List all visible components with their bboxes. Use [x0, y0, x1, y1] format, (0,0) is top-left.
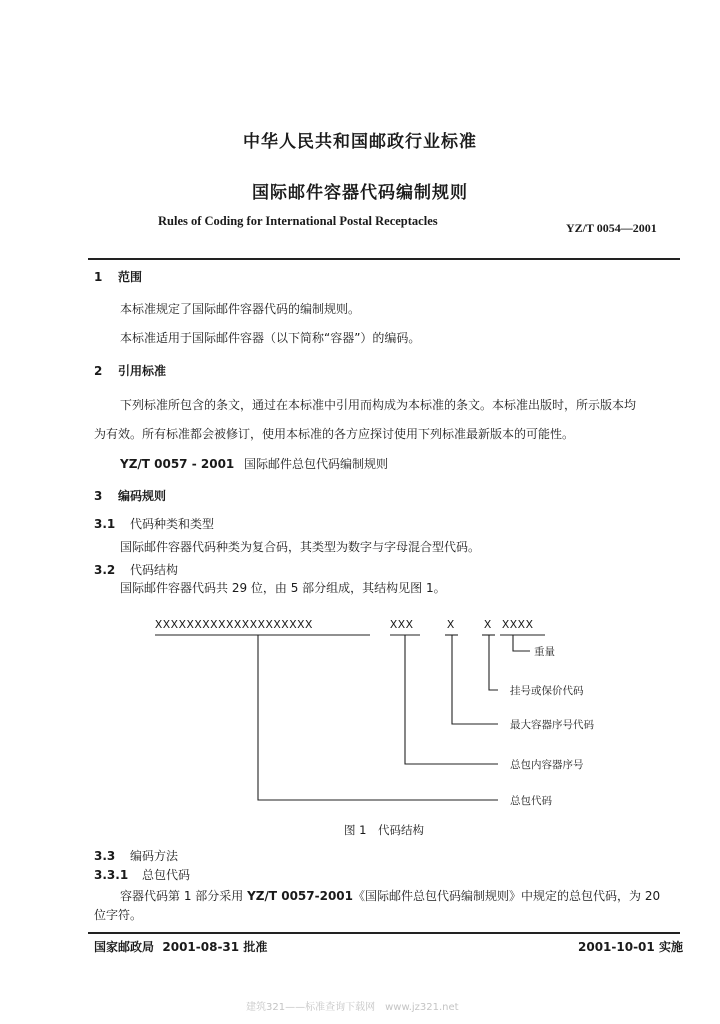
- section-1-title: 范围: [118, 270, 143, 284]
- label-dispatch-code: 总包代码: [510, 795, 552, 807]
- document-title-english: Rules of Coding for International Postal Receptacles: [158, 214, 438, 228]
- section-3-3-1-para-line-2: 位字符。: [94, 908, 143, 922]
- implementation-date: 2001-10-01: [578, 940, 655, 954]
- label-max-receptacle-number: 最大容器序号代码: [510, 719, 594, 731]
- figure-caption: 图 1 代码结构: [344, 823, 424, 837]
- connector-dispatch: [258, 635, 498, 800]
- code-part-5-chars: XXXX: [502, 618, 534, 632]
- section-3-3-title: 编码方法: [130, 849, 179, 863]
- approval-line: 国家邮政局 2001-08-31 批准: [94, 940, 268, 954]
- connector-max-receptacle: [452, 635, 498, 724]
- implementation-line: 2001-10-01 实施: [578, 940, 683, 954]
- code-part-4-chars: X: [484, 618, 492, 632]
- section-3-1-para: 国际邮件容器代码种类为复合码，其类型为数字与字母混合型代码。: [120, 540, 481, 554]
- standard-category-title: 中华人民共和国邮政行业标准: [243, 132, 477, 152]
- label-registered-or-insured: 挂号或保价代码: [510, 685, 584, 697]
- section-3-2-title: 代码结构: [130, 563, 179, 577]
- section-3-3-1-number: 3.3.1: [94, 868, 129, 882]
- section-2-number: 2: [94, 364, 103, 378]
- referenced-standard-code: YZ/T 0057 - 2001: [120, 457, 235, 471]
- section-3-title: 编码规则: [118, 489, 167, 503]
- section-3-1-title: 代码种类和类型: [130, 517, 215, 531]
- referenced-standard-title: 国际邮件总包代码编制规则: [244, 457, 389, 471]
- section-2-title: 引用标准: [118, 364, 167, 378]
- section-3-2-number: 3.2: [94, 563, 116, 577]
- section-1-para-1: 本标准规定了国际邮件容器代码的编制规则。: [120, 302, 361, 316]
- section-3-3-1-heading: [94, 866, 190, 883]
- section-3-2-para: 国际邮件容器代码共 29 位，由 5 部分组成，其结构见图 1。: [120, 581, 446, 595]
- section-3-1-number: 3.1: [94, 517, 116, 531]
- section-3-number: 3: [94, 489, 103, 503]
- section-3-3-1-title: 总包代码: [142, 868, 191, 882]
- section-1-number: 1: [94, 270, 103, 284]
- footer-divider: [88, 932, 680, 934]
- connector-registered: [489, 635, 498, 690]
- watermark-text: 建筑321——标准查询下载网 www.jz321.net: [246, 1002, 459, 1013]
- code-part-1-chars: XXXXXXXXXXXXXXXXXXXX: [155, 618, 314, 632]
- code-part-3-chars: X: [447, 618, 455, 632]
- standard-code: YZ/T 0054—2001: [566, 221, 657, 235]
- section-3-3-1-para-line-1: 容器代码第 1 部分采用 YZ/T 0057-2001《国际邮件总包代码编制规则》中规定的总包代码，为 20: [120, 889, 661, 903]
- section-3-3-number: 3.3: [94, 849, 116, 863]
- approving-authority: 国家邮政局: [94, 940, 155, 954]
- connector-weight: [513, 635, 530, 651]
- inline-standard-code: YZ/T 0057-2001: [247, 889, 354, 903]
- label-receptacle-sequence: 总包内容器序号: [510, 759, 584, 771]
- label-weight: 重量: [534, 646, 555, 658]
- section-1-para-2: 本标准适用于国际邮件容器（以下简称“容器”）的编码。: [120, 331, 421, 345]
- code-part-2-chars: XXX: [390, 618, 414, 632]
- document-title: 国际邮件容器代码编制规则: [252, 183, 468, 203]
- approval-date: 2001-08-31: [162, 940, 240, 954]
- section-3-3-heading: [94, 847, 178, 864]
- section-2-para-line-1: 下列标准所包含的条文，通过在本标准中引用而构成为本标准的条文。本标准出版时，所示版本均: [120, 398, 637, 412]
- section-2-para-line-2: 为有效。所有标准都会被修订，使用本标准的各方应探讨使用下列标准最新版本的可能性。: [94, 427, 575, 441]
